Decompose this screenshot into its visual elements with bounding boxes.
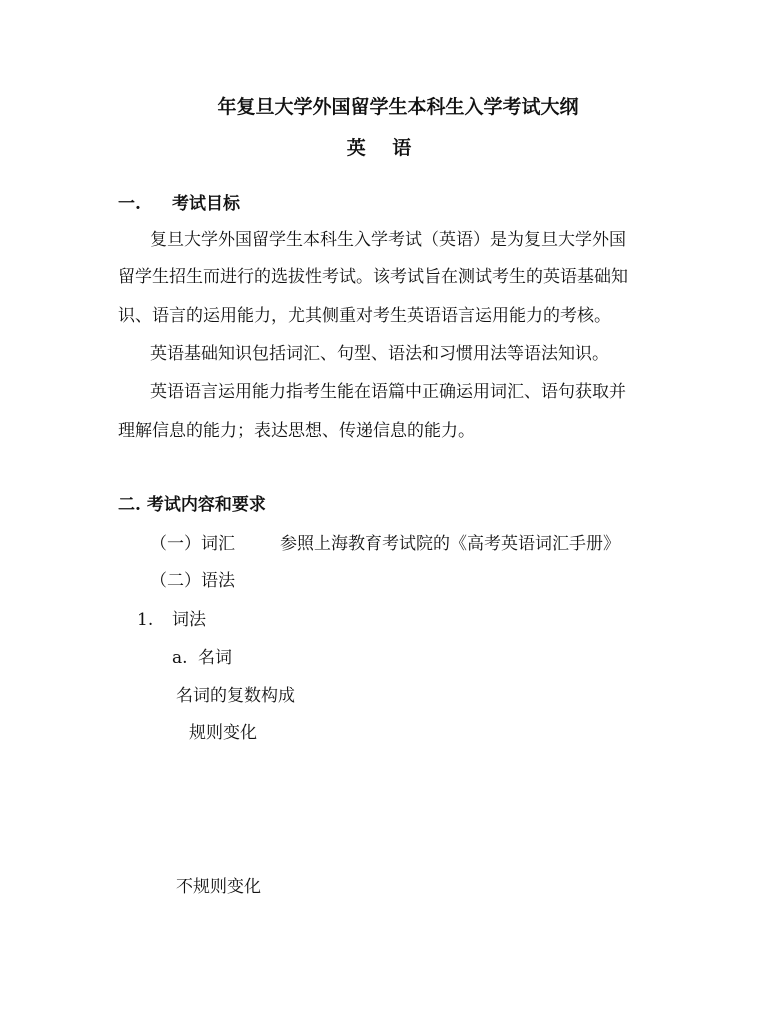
document-title: 年复旦大学外国留学生本科生入学考试大纲 — [217, 96, 579, 118]
paragraph-line: 复旦大学外国留学生本科生入学考试（英语）是为复旦大学外国 — [150, 230, 626, 250]
section1-number: 一. — [118, 194, 141, 214]
paragraph-line: 英语基础知识包括词汇、句型、语法和习惯用法等语法知识。 — [150, 344, 609, 364]
item1-number: 1. — [137, 610, 154, 630]
vocab-label: （一）词汇 — [150, 534, 235, 554]
paragraph-line: 留学生招生而进行的选拔性考试。该考试旨在测试考生的英语基础知 — [118, 267, 628, 287]
itema-label: 名词 — [198, 648, 232, 668]
grammar-label: （二）语法 — [150, 571, 235, 591]
paragraph-line: 英语语言运用能力指考生能在语篇中正确运用词汇、语句获取并 — [150, 382, 626, 402]
plural-formation-heading: 名词的复数构成 — [176, 686, 295, 706]
itema-number: a. — [172, 648, 188, 668]
document-subject: 英 语 — [346, 137, 422, 159]
regular-change-heading: 规则变化 — [189, 723, 257, 743]
paragraph-line: 识、语言的运用能力，尤其侧重对考生英语语言运用能力的考核。 — [118, 306, 611, 326]
vocab-reference: 参照上海教育考试院的《高考英语词汇手册》 — [280, 534, 620, 554]
section1-title: 考试目标 — [172, 194, 240, 214]
irregular-change-heading: 不规则变化 — [176, 877, 261, 897]
paragraph-line: 理解信息的能力；表达思想、传递信息的能力。 — [118, 421, 475, 441]
section2-title: 二. 考试内容和要求 — [118, 495, 266, 515]
item1-label: 词法 — [172, 610, 206, 630]
